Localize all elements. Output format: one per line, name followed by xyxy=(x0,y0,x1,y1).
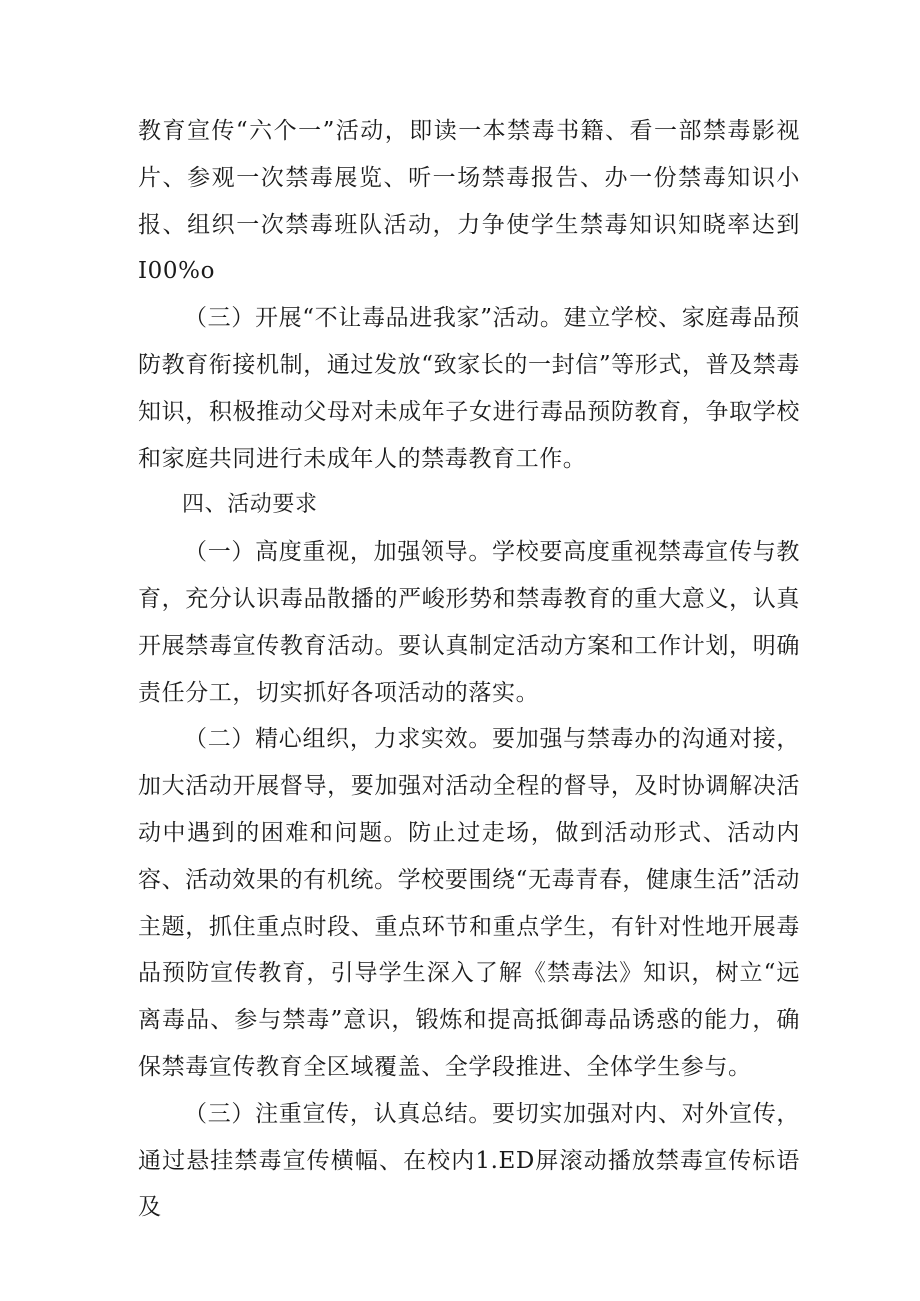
paragraph-continuation: 教育宣传“六个一”活动，即读一本禁毒书籍、看一部禁毒影视片、参观一次禁毒展览、听一场禁毒报告、办一份禁毒知识小报、组织一次禁毒班队活动，力争使学生禁毒知识知晓率达到I00%o xyxy=(138,118,800,285)
paragraph-organization: （二）精心组织，力求实效。要加强与禁毒办的沟通对接，加大活动开展督导，要加强对活动全程的督导，及时协调解决活动中遇到的困难和问题。防止过走场，做到活动形式、活动内容、活动效果的有机统。学校要围绕“无毒青春，健康生活”活动主题，抓住重点时段、重点环节和重点学生，有针对性地开展毒品预防宣传教育，引导学生深入了解《禁毒法》知识，树立“远离毒品、参与禁毒”意识，锻炼和提高抵御毒品诱惑的能力，确保禁毒宣传教育全区域覆盖、全学段推进、全体学生参与。 xyxy=(138,726,800,1080)
paragraph-home-activity: （三）开展“不让毒品进我家”活动。建立学校、家庭毒品预防教育衔接机制，通过发放“致家长的一封信”等形式，普及禁毒知识，积极推动父母对未成年子女进行毒品预防教育，争取学校和家庭共同进行未成年人的禁毒教育工作。 xyxy=(138,305,800,472)
paragraph-publicity: （三）注重宣传，认真总结。要切实加强对内、对外宣传，通过悬挂禁毒宣传横幅、在校内1.ED屏滚动播放禁毒宣传标语及 xyxy=(138,1100,800,1221)
section-heading-requirements: 四、活动要求 xyxy=(182,492,318,518)
document-body xyxy=(138,108,800,1231)
paragraph-leadership: （一）高度重视，加强领导。学校要高度重视禁毒宣传与教育，充分认识毒品散播的严峻形势和禁毒教育的重大意义，认真开展禁毒宣传教育活动。要认真制定活动方案和工作计划，明确责任分工，切实抓好各项活动的落实。 xyxy=(138,539,800,706)
